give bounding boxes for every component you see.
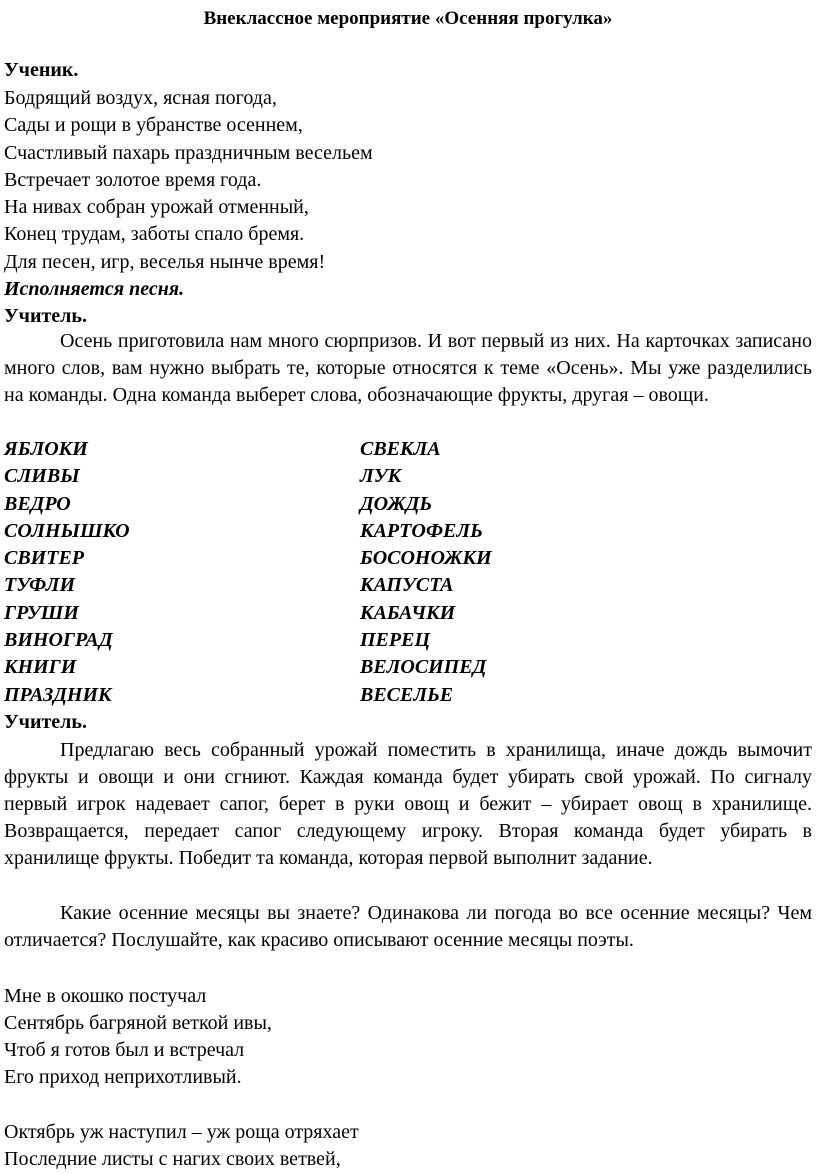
word-left: СВИТЕР <box>4 547 85 570</box>
student-label: Ученик. <box>4 59 79 81</box>
word-cards-list <box>4 436 704 709</box>
poem2-line: Сентябрь багряной веткой ивы, <box>4 1012 272 1034</box>
word-right: ЛУК <box>360 465 402 488</box>
word-left: КНИГИ <box>4 656 77 679</box>
teacher-label: Учитель. <box>4 711 87 733</box>
poem3-line: Октябрь уж наступил – уж роща отряхает <box>4 1121 359 1143</box>
word-row <box>4 491 704 518</box>
poem1-line: На нивах собран урожай отменный, <box>4 196 309 218</box>
word-row <box>4 654 704 681</box>
teacher-label: Учитель. <box>4 305 87 327</box>
word-row <box>4 600 704 627</box>
poem2-line: Чтоб я готов был и встречал <box>4 1039 245 1061</box>
poem1-line: Сады и рощи в убранстве осеннем, <box>4 114 303 136</box>
word-left: ВИНОГРАД <box>4 629 113 652</box>
poem1-line: Для песен, игр, веселья нынче время! <box>4 251 326 273</box>
word-right: КАБАЧКИ <box>360 601 456 624</box>
word-left: ВЕДРО <box>4 492 71 515</box>
word-right: КАПУСТА <box>360 574 454 597</box>
word-row <box>4 463 704 490</box>
word-left: ТУФЛИ <box>4 574 76 597</box>
poem1-line: Счастливый пахарь праздничным весельем <box>4 142 373 164</box>
word-right: БОСОНОЖКИ <box>360 547 492 570</box>
word-right: ВЕСЕЛЬЕ <box>360 683 454 706</box>
poem2-line: Его приход неприхотливый. <box>4 1066 242 1088</box>
word-row <box>4 682 704 709</box>
document-title: Внеклассное мероприятие «Осенняя прогулка» <box>203 8 613 29</box>
word-left: ГРУШИ <box>4 601 79 624</box>
paragraph-autumn-months: Какие осенние месяцы вы знаете? Одинакова ли погода во все осенние месяцы? Чем отличается? Послушайте, как красиво описывают осенние месяцы поэты. <box>4 902 812 951</box>
poem2-line: Мне в окошко постучал <box>4 985 207 1007</box>
word-left: ЯБЛОКИ <box>4 438 88 460</box>
poem1-line: Встречает золотое время года. <box>4 169 262 191</box>
song-note: Исполняется песня. <box>4 278 185 300</box>
word-row <box>4 627 704 654</box>
poem1-line: Бодрящий воздух, ясная погода, <box>4 87 277 109</box>
paragraph-harvest-game: Предлагаю весь собранный урожай поместить в хранилища, иначе дождь вымочит фрукты и овощи и они сгниют. Каждая команда будет убирать свой урожай. По сигналу первый игрок надевает сапог, берет в руки овощ и бежит – убирает овощ в хранилище. Возвращается, передает сапог следующему игроку. Вторая команда будет убирать в хранилище фрукты. Победит та команда, которая первой выполнит задание. <box>4 739 812 869</box>
poem3-line: Последние листы с нагих своих ветвей, <box>4 1148 341 1170</box>
word-left: СОЛНЫШКО <box>4 519 130 542</box>
word-row <box>4 545 704 572</box>
word-left: ПРАЗДНИК <box>4 683 112 706</box>
word-row <box>4 572 704 599</box>
word-right: ДОЖДЬ <box>360 492 433 515</box>
paragraph-autumn-surprises: Осень приготовила нам много сюрпризов. И вот первый из них. На карточках записано много слов, вам нужно выбрать те, которые относятся к теме «Осень». Мы уже разделились на команды. Одна команда выберет слова, обозначающие фрукты, другая – овощи. <box>4 330 812 406</box>
word-row <box>4 436 704 463</box>
word-left: СЛИВЫ <box>4 465 80 488</box>
word-right: СВЕКЛА <box>360 438 441 460</box>
word-right: ПЕРЕЦ <box>360 629 431 652</box>
poem1-line: Конец трудам, заботы спало бремя. <box>4 223 305 245</box>
word-right: КАРТОФЕЛЬ <box>360 519 483 542</box>
word-row <box>4 518 704 545</box>
word-right: ВЕЛОСИПЕД <box>360 656 487 679</box>
